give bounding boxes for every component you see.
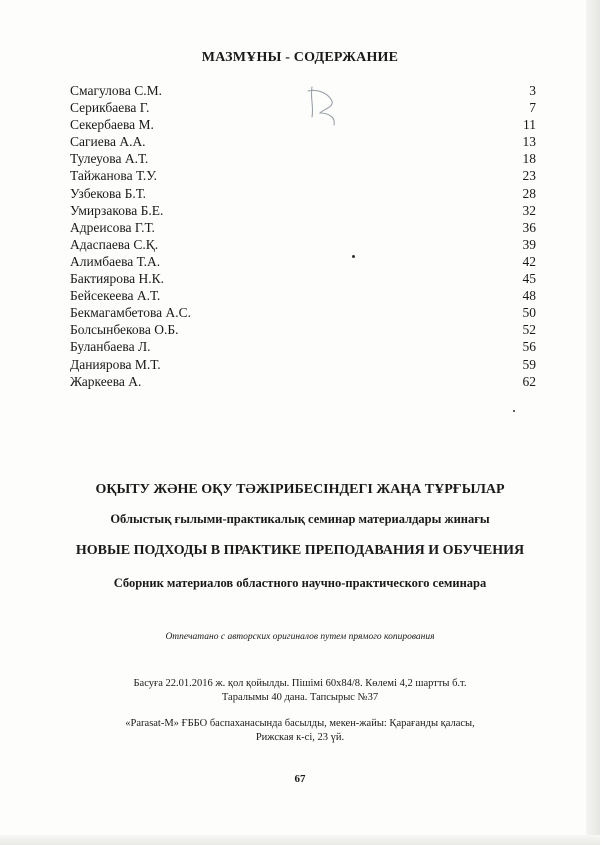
toc-entry — [70, 150, 536, 167]
toc-entry-page: 13 — [522, 134, 536, 150]
toc-entry — [70, 338, 536, 355]
toc-entry-author: Буланбаева Л. — [70, 339, 151, 355]
printing-note: Отпечатано с авторских оригиналов путем прямого копирования — [165, 632, 435, 642]
toc-entry-page: 36 — [522, 219, 536, 235]
toc-entry-author: Умирзакова Б.Е. — [70, 202, 164, 218]
toc-entry — [70, 116, 536, 133]
toc-entry-author: Тайжанова Т.У. — [70, 168, 157, 184]
toc-entry — [70, 167, 536, 184]
toc-entry-page: 11 — [523, 117, 536, 133]
toc-entry-page: 48 — [522, 288, 536, 304]
toc-entry-page: 23 — [522, 168, 536, 184]
collection-subtitle-kz: Облыстық ғылыми-практикалық семинар материалдары жинағы — [110, 512, 490, 526]
toc-entry-author: Секербаева М. — [70, 117, 154, 133]
toc-entry-page: 62 — [522, 373, 536, 389]
toc-entry — [70, 356, 536, 373]
toc-entry-author: Тулеуова А.Т. — [70, 151, 149, 167]
toc-entry-page: 3 — [529, 83, 536, 98]
collection-title-kz: ОҚЫТУ ЖӘНЕ ОҚУ ТӘЖІРИБЕСІНДЕГІ ЖАҢА ТҰРҒЫЛАР — [95, 482, 505, 497]
toc-entry — [70, 185, 536, 202]
imprint-line: Таралымы 40 дана. Тапсырыс №37 — [221, 692, 379, 703]
imprint-line: «Parasat-M» ҒББО баспаханасында басылды, мекен-жайы: Қарағанды қаласы, — [125, 718, 475, 729]
toc-entry — [70, 82, 536, 99]
toc-entry-page: 7 — [529, 100, 536, 116]
page-number: 67 — [294, 773, 306, 785]
toc-entry-author: Алимбаева Т.А. — [70, 253, 161, 269]
toc-title: МАЗМҰНЫ - СОДЕРЖАНИЕ — [201, 50, 399, 65]
toc-entry-author: Сагиева А.А. — [70, 134, 146, 150]
toc-entry-page: 52 — [522, 322, 536, 338]
toc-list — [70, 82, 536, 390]
imprint-line: Рижская к-сі, 23 үй. — [255, 732, 345, 743]
toc-entry-author: Бактиярова Н.К. — [70, 271, 165, 287]
toc-entry — [70, 99, 536, 116]
toc-entry-author: Жаркеева А. — [70, 373, 142, 389]
toc-entry — [70, 270, 536, 287]
toc-entry-author: Даниярова М.Т. — [70, 356, 161, 372]
toc-entry — [70, 236, 536, 253]
page-bottom-shadow — [0, 835, 600, 845]
toc-entry-page: 18 — [522, 151, 536, 167]
toc-entry — [70, 202, 536, 219]
toc-entry — [70, 219, 536, 236]
toc-entry-page: 45 — [522, 271, 536, 287]
ink-speck — [513, 410, 515, 412]
toc-entry-author: Бекмагамбетова А.С. — [70, 305, 192, 321]
toc-entry-page: 28 — [522, 185, 536, 201]
toc-entry-author: Бейсекеева А.Т. — [70, 288, 161, 304]
toc-entry — [70, 253, 536, 270]
toc-entry-page: 56 — [522, 339, 536, 355]
toc-entry — [70, 304, 536, 321]
toc-entry-page: 32 — [522, 202, 536, 218]
collection-title-ru: НОВЫЕ ПОДХОДЫ В ПРАКТИКЕ ПРЕПОДАВАНИЯ И ОБУЧЕНИЯ — [75, 543, 525, 558]
toc-entry-author: Адреисова Г.Т. — [70, 219, 155, 235]
toc-entry-author: Болсынбекова О.Б. — [70, 322, 179, 338]
toc-entry-author: Узбекова Б.Т. — [70, 185, 146, 201]
toc-entry — [70, 287, 536, 304]
ink-speck — [352, 255, 355, 258]
toc-entry-author: Смагулова С.М. — [70, 83, 162, 98]
toc-entry-page: 42 — [522, 253, 536, 269]
toc-entry-author: Серикбаева Г. — [70, 100, 150, 116]
imprint-line: Басуға 22.01.2016 ж. қол қойылды. Пішімі 60х84/8. Көлемі 4,2 шартты б.т. — [133, 678, 467, 689]
toc-entry — [70, 321, 536, 338]
toc-entry-page: 59 — [522, 356, 536, 372]
toc-entry — [70, 373, 536, 390]
toc-entry — [70, 133, 536, 150]
toc-entry-page: 39 — [522, 236, 536, 252]
toc-entry-author: Адаспаева С.Қ. — [70, 236, 159, 252]
collection-subtitle-ru: Сборник материалов областного научно-практического семинара — [113, 576, 487, 590]
toc-entry-page: 50 — [522, 305, 536, 321]
